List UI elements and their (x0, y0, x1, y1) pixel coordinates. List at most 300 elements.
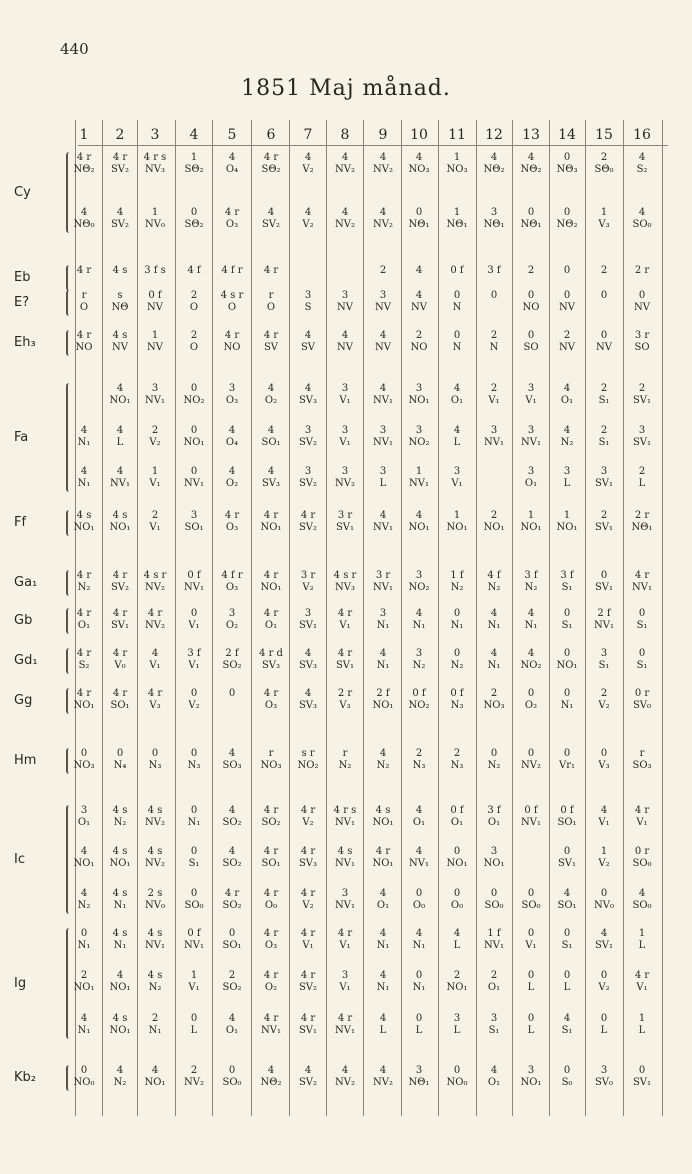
cloud-value: 0 (527, 330, 535, 341)
observation-cell (476, 510, 512, 534)
observation-cell (176, 688, 212, 712)
observation-cell (253, 928, 289, 952)
wind-value: SV₁ (557, 858, 577, 869)
cloud-value: 3 r (300, 570, 316, 581)
cloud-value: 4 (267, 425, 275, 436)
wind-value: V₁ (525, 940, 537, 951)
wind-value: N₁ (77, 940, 91, 951)
observation-cell (586, 425, 622, 449)
observation-cell (66, 846, 102, 870)
cloud-value: 3 (415, 1065, 423, 1076)
wind-value: S₁ (636, 660, 648, 671)
wind-value: SO₃ (222, 760, 242, 771)
cloud-value: 4 (527, 648, 535, 659)
cloud-value: 0 (527, 290, 535, 301)
wind-value: O₃ (225, 582, 239, 593)
wind-value: L (415, 1025, 423, 1036)
observation-cell (513, 466, 549, 490)
observation-cell (624, 688, 660, 712)
day-header: 5 (227, 127, 237, 143)
observation-cell (401, 688, 437, 712)
cloud-value: 4 r (263, 510, 279, 521)
cloud-value: 4 r (263, 330, 279, 341)
cloud-value: 2 r (634, 265, 650, 276)
wind-value: V₁ (488, 395, 500, 406)
observation-cell (176, 466, 212, 490)
cloud-value: 3 (527, 466, 535, 477)
wind-value: V₂ (302, 900, 314, 911)
cloud-value: 3 (228, 608, 236, 619)
observation-cell (476, 207, 512, 231)
wind-value: NO₁ (109, 522, 131, 533)
wind-value (513, 858, 549, 870)
cloud-value: 4 (379, 648, 387, 659)
observation-cell (253, 846, 289, 870)
cloud-value: 2 (415, 748, 423, 759)
cloud-value: 0 (563, 608, 571, 619)
observation-cell (66, 928, 102, 952)
wind-value: N₃ (450, 760, 464, 771)
observation-cell (401, 290, 437, 314)
cloud-value: 4 (341, 207, 349, 218)
observation-cell (401, 1013, 437, 1037)
wind-value: N₂ (113, 1077, 127, 1088)
wind-value: L (116, 437, 124, 448)
observation-cell (513, 425, 549, 449)
wind-value: V₂ (598, 858, 610, 869)
wind-value: N₁ (450, 620, 464, 631)
cloud-value: 2 (600, 152, 608, 163)
cloud-value: 2 (600, 383, 608, 394)
cloud-value: 0 (228, 1065, 236, 1076)
observation-cell (214, 152, 250, 176)
wind-value: N₃ (148, 760, 162, 771)
observation-cell (137, 846, 173, 870)
cloud-value: 4 (379, 207, 387, 218)
wind-value (586, 277, 622, 289)
observation-cell (401, 846, 437, 870)
header-divider (78, 145, 668, 146)
day-header: 13 (522, 127, 540, 143)
observation-cell (102, 207, 138, 231)
wind-value: N₁ (560, 700, 574, 711)
wind-value (476, 478, 512, 490)
cloud-value: 3 (563, 466, 571, 477)
cloud-value: r (81, 290, 87, 301)
cloud-value: 4 f r (221, 265, 243, 276)
observation-cell (586, 290, 622, 314)
cloud-value: 0 f (450, 805, 464, 816)
column-divider (212, 120, 213, 1116)
cloud-value: 1 (453, 207, 461, 218)
cloud-value: 4 (116, 425, 124, 436)
cloud-value: 4 r (224, 510, 240, 521)
cloud-value: 0 f (450, 688, 464, 699)
cloud-value: 0 (190, 748, 198, 759)
cloud-value: 4 r (300, 970, 316, 981)
observation-cell (513, 805, 549, 829)
observation-cell (365, 207, 401, 231)
station-label: Eb (14, 270, 31, 285)
wind-value: SO₁ (184, 522, 204, 533)
cloud-value: 2 (490, 330, 498, 341)
wind-value: NV₂ (373, 219, 393, 230)
day-header: 8 (340, 127, 350, 143)
wind-value: NO₁ (109, 395, 131, 406)
cloud-value: 0 f (450, 265, 464, 276)
observation-cell (66, 265, 102, 289)
wind-value: V₀ (114, 660, 126, 671)
wind-value: O (79, 302, 89, 313)
wind-value (102, 277, 138, 289)
observation-cell (327, 570, 363, 594)
wind-value: NV₁ (335, 858, 355, 869)
day-header: 12 (485, 127, 503, 143)
observation-cell (549, 888, 585, 912)
observation-cell (137, 207, 173, 231)
wind-value: NV₁ (110, 478, 130, 489)
observation-cell (102, 888, 138, 912)
wind-value: V₃ (339, 700, 351, 711)
cloud-value: 1 (453, 510, 461, 521)
page-title: 1851 Maj månad. (241, 76, 451, 101)
wind-value: NO₂ (408, 700, 430, 711)
observation-cell (365, 1013, 401, 1037)
observation-cell (253, 748, 289, 772)
cloud-value: 0 (453, 608, 461, 619)
cloud-value: 0 (527, 928, 535, 939)
observation-cell (513, 648, 549, 672)
cloud-value: 4 r (300, 888, 316, 899)
cloud-value: 4 s (112, 510, 128, 521)
wind-value: O₂ (524, 700, 538, 711)
cloud-value: 3 (304, 425, 312, 436)
cloud-value: 0 (638, 1065, 646, 1076)
cloud-value: 0 (190, 846, 198, 857)
wind-value: SO₂ (222, 982, 242, 993)
cloud-value: 3 f s (144, 265, 166, 276)
cloud-value: 0 f (560, 805, 574, 816)
cloud-value: 2 (600, 510, 608, 521)
observation-cell (327, 888, 363, 912)
observation-cell (66, 688, 102, 712)
wind-value: N₁ (412, 982, 426, 993)
wind-value: S₁ (561, 1025, 573, 1036)
observation-cell (365, 805, 401, 829)
wind-value: N₃ (450, 700, 464, 711)
observation-cell (439, 466, 475, 490)
cloud-value: 0 (563, 970, 571, 981)
observation-cell (624, 748, 660, 772)
wind-value: NV₁ (484, 940, 504, 951)
cloud-value: 4 (228, 466, 236, 477)
station-label: Hm (14, 753, 37, 768)
observation-cell (176, 846, 212, 870)
observation-cell (365, 265, 401, 289)
wind-value: NV₀ (594, 900, 614, 911)
observation-cell (401, 152, 437, 176)
wind-value: L (453, 437, 461, 448)
cloud-value: 4 r (375, 846, 391, 857)
day-header: 9 (378, 127, 388, 143)
wind-value: N₁ (148, 1025, 162, 1036)
observation-cell (365, 570, 401, 594)
observation-cell (327, 466, 363, 490)
cloud-value: 4 s (375, 805, 391, 816)
wind-value: N₁ (376, 982, 390, 993)
observation-cell (624, 928, 660, 952)
wind-value: NV₀ (145, 900, 165, 911)
cloud-value: 2 (190, 1065, 198, 1076)
observation-cell (586, 383, 622, 407)
cloud-value: 1 (415, 466, 423, 477)
observation-cell (176, 207, 212, 231)
wind-value: NO (522, 302, 540, 313)
cloud-value: 0 (190, 1013, 198, 1024)
cloud-value: 3 (453, 466, 461, 477)
station-label: Ff (14, 515, 27, 530)
wind-value: NO₁ (408, 522, 430, 533)
wind-value: NV₁ (594, 620, 614, 631)
day-header: 14 (558, 127, 576, 143)
wind-value: SV (263, 342, 279, 353)
observation-cell (365, 846, 401, 870)
observation-cell (586, 466, 622, 490)
wind-value: NV (375, 342, 391, 353)
cloud-value: 4 f (487, 570, 501, 581)
observation-cell (137, 805, 173, 829)
observation-cell (253, 330, 289, 354)
cloud-value (66, 383, 102, 395)
wind-value: SO₀ (484, 900, 504, 911)
cloud-value: 0 (563, 688, 571, 699)
cloud-value: 2 (190, 330, 198, 341)
cloud-value: 0 (190, 805, 198, 816)
cloud-value: 4 r (224, 330, 240, 341)
observation-cell (290, 383, 326, 407)
wind-value: SV₃ (298, 700, 318, 711)
observation-cell (253, 648, 289, 672)
wind-value: SO₀ (632, 900, 652, 911)
wind-value: S₁ (488, 1025, 500, 1036)
cloud-value: 3 (527, 383, 535, 394)
observation-cell (476, 888, 512, 912)
cloud-value: 0 f (524, 805, 538, 816)
cloud-value: 2 (638, 466, 646, 477)
wind-value: NV₂ (335, 164, 355, 175)
wind-value: NV₁ (521, 817, 541, 828)
wind-value: SV₁ (298, 1025, 318, 1036)
observation-cell (214, 290, 250, 314)
cloud-value: r (342, 748, 348, 759)
observation-cell (401, 466, 437, 490)
cloud-value: 2 r (634, 510, 650, 521)
cloud-value: 4 r (337, 1013, 353, 1024)
wind-value: S₁ (561, 620, 573, 631)
cloud-value: 3 (638, 425, 646, 436)
wind-value: V₂ (302, 817, 314, 828)
cloud-value: 0 (600, 1013, 608, 1024)
observation-cell (253, 510, 289, 534)
observation-cell (586, 152, 622, 176)
wind-value: SV₃ (261, 660, 281, 671)
wind-value: SΘ₂ (184, 219, 204, 230)
wind-value: NO₃ (260, 760, 282, 771)
wind-value: NV (112, 342, 128, 353)
cloud-value: 0 (638, 648, 646, 659)
observation-cell (214, 648, 250, 672)
wind-value: V₂ (598, 700, 610, 711)
observation-cell (365, 1065, 401, 1089)
cloud-value: s r (301, 748, 315, 759)
page-number: 440 (60, 40, 89, 58)
wind-value: SV₂ (261, 219, 281, 230)
cloud-value: 4 s (147, 928, 163, 939)
observation-cell (290, 265, 326, 289)
wind-value: L (563, 982, 571, 993)
observation-cell (624, 1013, 660, 1037)
observation-cell (365, 888, 401, 912)
observation-cell (624, 425, 660, 449)
wind-value: NV (147, 342, 163, 353)
cloud-value: s (117, 290, 123, 301)
observation-cell (624, 290, 660, 314)
cloud-value: 4 (304, 152, 312, 163)
cloud-value: 4 (116, 383, 124, 394)
cloud-value: 0 (453, 290, 461, 301)
cloud-value: 4 (228, 846, 236, 857)
cloud-value: 4 (490, 152, 498, 163)
observation-cell (290, 1065, 326, 1089)
wind-value: SV₀ (594, 1077, 614, 1088)
wind-value: SO₀ (632, 858, 652, 869)
observation-cell (439, 290, 475, 314)
cloud-value: 0 (453, 648, 461, 659)
wind-value: L (453, 1025, 461, 1036)
wind-value: NV₂ (145, 620, 165, 631)
wind-value: NO₃ (446, 164, 468, 175)
wind-value: NV (634, 302, 650, 313)
observation-cell (327, 330, 363, 354)
wind-value: V₂ (188, 700, 200, 711)
cloud-value: 4 r s (333, 805, 357, 816)
cloud-value: 0 (415, 970, 423, 981)
wind-value: SO₀ (521, 900, 541, 911)
cloud-value: 1 (638, 1013, 646, 1024)
cloud-value: 2 (453, 970, 461, 981)
observation-cell (176, 570, 212, 594)
wind-value: NV (596, 342, 612, 353)
cloud-value: 4 r (263, 1013, 279, 1024)
cloud-value: 3 (453, 1013, 461, 1024)
cloud-value: 4 (151, 1065, 159, 1076)
cloud-value: 0 (228, 688, 236, 699)
wind-value: V₁ (188, 660, 200, 671)
cloud-value: 2 (600, 425, 608, 436)
wind-value: N₁ (376, 940, 390, 951)
cloud-value: 4 (80, 1013, 88, 1024)
observation-cell (476, 688, 512, 712)
cloud-value: 0 (190, 608, 198, 619)
observation-cell (66, 510, 102, 534)
observation-cell (586, 608, 622, 632)
cloud-value: 4 r (147, 688, 163, 699)
wind-value: V₂ (302, 582, 314, 593)
wind-value: N₂ (412, 660, 426, 671)
cloud-value: 4 (304, 648, 312, 659)
cloud-value: 1 (190, 970, 198, 981)
observation-cell (513, 510, 549, 534)
wind-value (476, 277, 512, 289)
cloud-value: 3 (527, 425, 535, 436)
cloud-value: 0 (190, 207, 198, 218)
cloud-value: 4 r (300, 805, 316, 816)
observation-cell (290, 748, 326, 772)
observation-cell (624, 510, 660, 534)
wind-value: S₁ (561, 582, 573, 593)
observation-cell (290, 688, 326, 712)
wind-value: NV (337, 342, 353, 353)
observation-cell (401, 748, 437, 772)
cloud-value: 4 r (76, 152, 92, 163)
cloud-value: 4 (80, 425, 88, 436)
wind-value: SO₀ (222, 1077, 242, 1088)
cloud-value: 1 f (487, 928, 501, 939)
wind-value: NO₁ (446, 858, 468, 869)
station-label: Gb (14, 613, 33, 628)
observation-cell (102, 805, 138, 829)
cloud-value: 4 (116, 207, 124, 218)
wind-value: N₁ (524, 620, 538, 631)
wind-value: V₁ (149, 660, 161, 671)
observation-cell (214, 608, 250, 632)
observation-cell (586, 805, 622, 829)
wind-value: V₁ (598, 817, 610, 828)
observation-cell (439, 648, 475, 672)
cloud-value: 4 s (112, 846, 128, 857)
observation-cell (624, 888, 660, 912)
observation-cell (253, 570, 289, 594)
cloud-value: 4 r (263, 805, 279, 816)
wind-value (176, 277, 212, 289)
observation-cell (439, 330, 475, 354)
wind-value: NV₃ (335, 582, 355, 593)
observation-cell (137, 748, 173, 772)
wind-value: S₀ (561, 1077, 573, 1088)
wind-value: NV₁ (184, 940, 204, 951)
cloud-value: 3 (341, 888, 349, 899)
observation-cell (549, 608, 585, 632)
observation-cell (253, 1065, 289, 1089)
wind-value: NΘ₁ (408, 1077, 430, 1088)
wind-value (214, 700, 250, 712)
wind-value: SΘ₀ (594, 164, 614, 175)
cloud-value: 0 (453, 888, 461, 899)
observation-cell (513, 207, 549, 231)
cloud-value: 4 r (112, 688, 128, 699)
cloud-value: 4 r (263, 846, 279, 857)
cloud-value: 4 (80, 466, 88, 477)
wind-value: NO₁ (109, 982, 131, 993)
cloud-value: 0 (490, 748, 498, 759)
wind-value: N₁ (77, 437, 91, 448)
wind-value: O₃ (264, 700, 278, 711)
cloud-value: 4 (228, 1013, 236, 1024)
observation-cell (513, 1065, 549, 1089)
wind-value: NO₁ (73, 700, 95, 711)
wind-value: O (266, 302, 276, 313)
observation-cell (401, 888, 437, 912)
